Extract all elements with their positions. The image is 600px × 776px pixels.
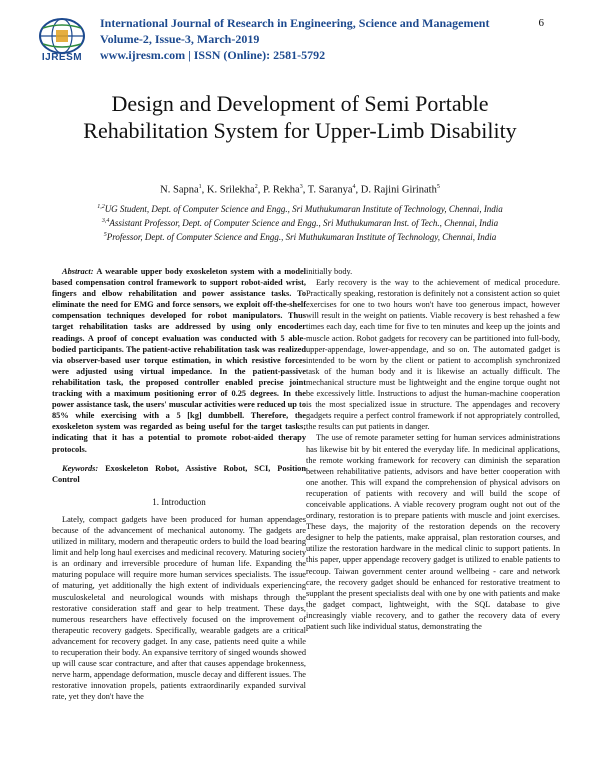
left-column — [52, 266, 306, 702]
right-column — [306, 266, 560, 632]
author: K. Srilekha — [206, 184, 255, 196]
affiliation: $^{3,4}$Assistant Professor, Dept. of Computer Science and Engg., Sri Muthukumaran Inst. of Tech., Chennai, India — [101, 218, 499, 228]
author-sup: 4 — [352, 184, 356, 190]
author-sup: 1 — [198, 184, 202, 190]
logo-text: IJRESM — [41, 52, 83, 63]
journal-volume: Volume-2, Issue-3, March-2019 — [100, 32, 260, 46]
keywords-text: Exoskeleton Robot, Assistive Robot, SCI, Position Control — [52, 463, 306, 484]
page-number: 6 — [538, 17, 544, 29]
author: P. Rekha — [262, 184, 300, 196]
author: D. Rajini Girinath — [360, 184, 437, 196]
author-sup: 3 — [299, 184, 303, 190]
body-paragraph: Early recovery is the way to the achievement of medical procedure. Practically speaking, restoration is definitely not a consistent action so quiet exercises for one to two hours won't have too generous impact, however will result in the weight on patients. Viable recovery is best rehashed a few times each day, each time for five to ten minutes and keep up the joints and muscle action. Robot gadgets for recovery can be partitioned into full-body, upper-appendage, lower-appendage, and so on. The automated gadget is intended to be worn by the client or patient to accomplish synchronized task of the human body and it is likewise an actually difficult. The mechanical structure must be lightweight and the engine torque ought not be excessively little. Instructions to adjust the human-machine cooperation is the most specialized issue in structure. The appendages and recovery gadgets require a perfect control framework if not appropriately controlled, the results can put patients in danger. — [306, 278, 560, 432]
author: N. Sapna — [160, 184, 199, 196]
continued-text: initially body. — [306, 267, 353, 276]
abstract — [52, 266, 306, 455]
journal-name: International Journal of Research in Engineering, Science and Management — [100, 16, 490, 30]
journal-website[interactable]: www.ijresm.com | ISSN (Online): 2581-5792 — [100, 48, 326, 62]
body-paragraph: The use of remote parameter setting for human services administrations has likewise bit by bit entered the everyday life. In medicinal applications, the remote working framework for recovery can diminish the separation between rehabilitative patients, advisors and have better cooperation with one another. This will expand the comprehension of physical advisors on recuperation of patients with recovery and will build the scope of conceivable applications. A viable recovery program ought not out of the ordinary, restoration is to prepare patients with muscle and joint exercises. These days, the majority of the restoration depends on the recovery designer to help the patients, make appraisal, plan restoration courses, and utilize the restoration hardware in the medical clinic to support patients. In this paper, upper appendage recovery gadget is utilized to enable patients to recoup. Taiwan government center around wellbeing - care and network care, the recovery gadget should be enhanced for restorative treatment to supplant the present specialists deal with one by one with patients and make the gadget compact, lightweight, with the SQL database to give increasingly viable recovery, and to gather the recovery data of every patient such like individual status, demonstrating the — [306, 433, 560, 631]
author-sup: 5 — [436, 184, 440, 190]
paper-title: Design and Development of Semi Portable Rehabilitation System for Upper-Limb Disability — [83, 91, 517, 143]
affiliation: $^{1,2}$UG Student, Dept. of Computer Science and Engg., Sri Muthukumaran Institute of Technology, Chennai, India — [97, 204, 503, 214]
keywords — [52, 463, 306, 485]
section-heading: 1. Introduction — [152, 496, 206, 507]
author-list: N. Sapna$^1$, K. Srilekha$^2$, P. Rekha$^3$, T. Saranya$^4$, D. Rajini Girinath$^5$ — [160, 184, 440, 196]
author-sup: 2 — [254, 184, 258, 190]
intro-paragraph: Lately, compact gadgets have been produced for human appendages because of the advancement of mechanical autonomy. The gadgets are utilized in military, modern and therapeutic orders to build the load bearing limit and help long haul exercises and medicinal recovery. Maturing society is an ordinary and irreversible procedure of human life. Expanding the maturing populace will require more human services specialists. The issue of maturing, yet additionally the high extent of individuals experiencing musculoskeletal and neurological wounds with mishaps through the restorative consideration staff and gear to help treatment. These days, numerous researchers have effectively focused on the improvement of therapeutic recovery gadgets. Specifically, wearable gadgets are a critical advancement for recovery gadget. In any case, patients need quite a while to recuperation their body. An expansive territory of singed wounds showed up will cause scar contracture, and after that causes appendage brokenness, nerve harm, appendage deformation, muscle decay and different issues. The restorative innovation propels, patients extraordinarily expanded survival rate, yet they don't have the — [52, 514, 306, 702]
abstract-label: Abstract: — [62, 267, 94, 276]
journal-header — [100, 15, 520, 63]
keywords-label: Keywords: — [62, 463, 99, 473]
affiliation: $^5$Professor, Dept. of Computer Science and Engg., Sri Muthukumaran Institute of Technology, Chennai, India — [103, 232, 497, 242]
author: T. Saranya — [307, 184, 353, 196]
abstract-text: A wearable upper body exoskeleton system with a model based compensation control framework to support robot-aided wrist, fingers and elbow rehabilitation and power assistance tasks. To eliminate the need for EMG and force sensors, we exploit off-the-shelf compensation techniques developed for robot manipulators. Thus target rehabilitation tasks are addressed by using only encoder readings. A proof of concept evaluation was conducted with 5 able-bodied participants. The patient-active rehabilitation task was realized via observer-based user torque estimation, in which resistive forces were adjusted using virtual impedance. In the patient-passive rehabilitation task, the proposed controller enabled precise joint tracking with a maximum positioning error of 0.25 degrees. In the power assistance task, the users' muscular activities were reduced up to 85% while exercising with a 5 [kg] dumbbell. Therefore, the exoskeleton system was regarded as being useful for the target tasks; indicating that it has a potential to promote robot-aided therapy protocols. — [52, 267, 306, 454]
